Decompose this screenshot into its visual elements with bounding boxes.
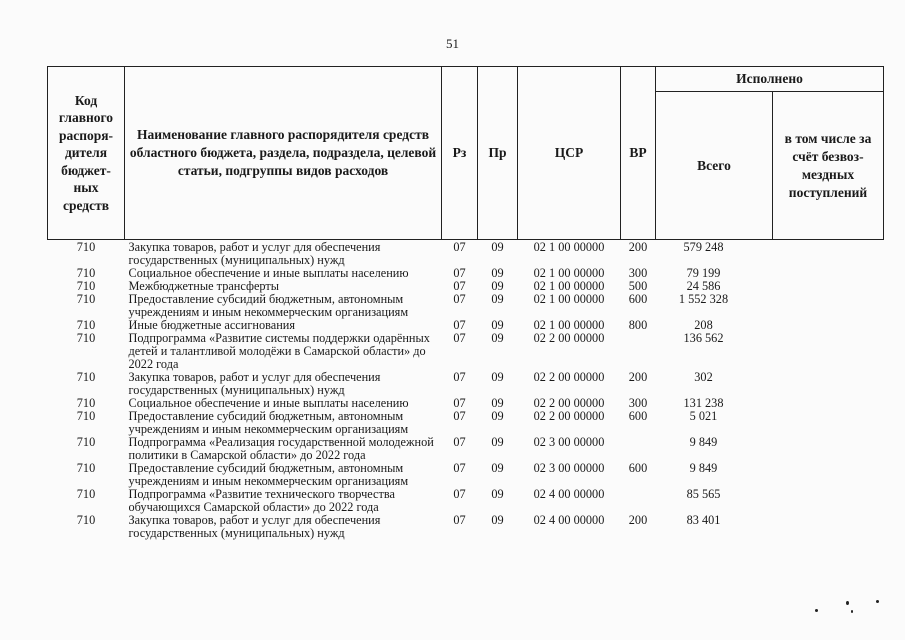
- cell-total: 1 552 328: [678, 292, 729, 306]
- cell-vr: 600: [628, 409, 648, 423]
- cell-csr: 02 3 00 00000: [533, 461, 605, 475]
- table-row: [48, 436, 884, 462]
- table-body: [48, 240, 884, 541]
- cell-code: 710: [76, 266, 96, 280]
- cell-name: Закупка товаров, работ и услуг для обеспечения государственных (муниципальных) нужд: [128, 370, 381, 397]
- cell-rz: 07: [453, 266, 466, 280]
- cell-total: 302: [694, 370, 713, 384]
- cell-name: Предоставление субсидий бюджетным, автономным учреждениям и иным некоммерческим организациям: [128, 409, 409, 436]
- cell-rz: 07: [453, 396, 466, 410]
- cell-name: Закупка товаров, работ и услуг для обеспечения государственных (муниципальных) нужд: [128, 240, 381, 267]
- cell-csr: 02 1 00 00000: [533, 279, 605, 293]
- header-vr: ВР: [621, 67, 656, 240]
- cell-total: 208: [694, 318, 713, 332]
- cell-code: 710: [76, 370, 96, 384]
- cell-gratuitous: [773, 371, 884, 397]
- cell-total: 85 565: [686, 487, 721, 501]
- scan-speck: [851, 610, 853, 613]
- table-row: [48, 240, 884, 268]
- cell-vr: 300: [628, 396, 648, 410]
- header-csr: ЦСР: [518, 67, 621, 240]
- cell-code: 710: [76, 240, 96, 254]
- cell-pr: 09: [491, 279, 504, 293]
- cell-rz: 07: [453, 435, 466, 449]
- cell-total: 9 849: [689, 461, 718, 475]
- cell-vr: 600: [628, 292, 648, 306]
- table-row: [48, 332, 884, 371]
- cell-vr: 200: [628, 370, 648, 384]
- cell-total: 24 586: [686, 279, 721, 293]
- cell-rz: 07: [453, 461, 466, 475]
- cell-pr: 09: [491, 240, 504, 254]
- cell-name: Социальное обеспечение и иные выплаты населению: [128, 396, 409, 410]
- cell-total: 83 401: [686, 513, 721, 527]
- cell-gratuitous: [773, 280, 884, 293]
- cell-code: 710: [76, 513, 96, 527]
- cell-pr: 09: [491, 370, 504, 384]
- cell-gratuitous: [773, 514, 884, 540]
- cell-code: 710: [76, 279, 96, 293]
- cell-total: 9 849: [689, 435, 718, 449]
- cell-gratuitous: [773, 293, 884, 319]
- cell-pr: 09: [491, 513, 504, 527]
- cell-gratuitous: [773, 397, 884, 410]
- table-header: [48, 67, 884, 240]
- cell-rz: 07: [453, 409, 466, 423]
- table-row: [48, 488, 884, 514]
- cell-csr: 02 3 00 00000: [533, 435, 605, 449]
- cell-name: Подпрограмма «Реализация государственной молодежной политики в Самарской области» до 2022 года: [128, 435, 434, 462]
- cell-total: 79 199: [686, 266, 721, 280]
- header-executed: Исполнено: [656, 67, 884, 92]
- header-pr: Пр: [478, 67, 518, 240]
- scan-speck: [846, 601, 849, 605]
- table-row: [48, 462, 884, 488]
- page-number: 51: [446, 36, 459, 51]
- cell-csr: 02 4 00 00000: [533, 513, 605, 527]
- cell-pr: 09: [491, 435, 504, 449]
- cell-vr: 800: [628, 318, 648, 332]
- cell-code: 710: [76, 409, 96, 423]
- cell-name: Социальное обеспечение и иные выплаты населению: [128, 266, 409, 280]
- cell-vr: [621, 436, 656, 462]
- cell-rz: 07: [453, 240, 466, 254]
- cell-rz: 07: [453, 487, 466, 501]
- cell-csr: 02 2 00 00000: [533, 396, 605, 410]
- cell-rz: 07: [453, 513, 466, 527]
- cell-gratuitous: [773, 462, 884, 488]
- cell-csr: 02 4 00 00000: [533, 487, 605, 501]
- cell-name: Предоставление субсидий бюджетным, автономным учреждениям и иным некоммерческим организациям: [128, 292, 409, 319]
- cell-csr: 02 2 00 00000: [533, 409, 605, 423]
- budget-table: [47, 66, 884, 540]
- cell-rz: 07: [453, 279, 466, 293]
- cell-vr: 200: [628, 240, 648, 254]
- cell-csr: 02 1 00 00000: [533, 318, 605, 332]
- cell-pr: 09: [491, 318, 504, 332]
- cell-gratuitous: [773, 488, 884, 514]
- cell-name: Закупка товаров, работ и услуг для обеспечения государственных (муниципальных) нужд: [128, 513, 381, 540]
- cell-code: 710: [76, 331, 96, 345]
- table-row: [48, 514, 884, 540]
- cell-csr: 02 1 00 00000: [533, 266, 605, 280]
- cell-pr: 09: [491, 409, 504, 423]
- table-row: [48, 293, 884, 319]
- cell-gratuitous: [773, 267, 884, 280]
- header-rz: Рз: [442, 67, 478, 240]
- cell-pr: 09: [491, 461, 504, 475]
- cell-gratuitous: [773, 240, 884, 268]
- cell-gratuitous: [773, 436, 884, 462]
- cell-vr: 600: [628, 461, 648, 475]
- cell-pr: 09: [491, 487, 504, 501]
- cell-code: 710: [76, 435, 96, 449]
- cell-vr: 300: [628, 266, 648, 280]
- cell-rz: 07: [453, 318, 466, 332]
- cell-pr: 09: [491, 292, 504, 306]
- table-row: [48, 371, 884, 397]
- cell-csr: 02 2 00 00000: [533, 370, 605, 384]
- cell-code: 710: [76, 318, 96, 332]
- scan-speck: [815, 609, 818, 612]
- cell-rz: 07: [453, 292, 466, 306]
- cell-code: 710: [76, 396, 96, 410]
- cell-vr: 200: [628, 513, 648, 527]
- cell-csr: 02 2 00 00000: [533, 331, 605, 345]
- cell-vr: [621, 332, 656, 371]
- table-row: [48, 410, 884, 436]
- cell-pr: 09: [491, 266, 504, 280]
- cell-csr: 02 1 00 00000: [533, 292, 605, 306]
- cell-name: Иные бюджетные ассигнования: [128, 318, 296, 332]
- cell-code: 710: [76, 292, 96, 306]
- cell-gratuitous: [773, 332, 884, 371]
- cell-pr: 09: [491, 331, 504, 345]
- cell-vr: [621, 488, 656, 514]
- cell-csr: 02 1 00 00000: [533, 240, 605, 254]
- cell-total: 136 562: [683, 331, 724, 345]
- cell-vr: 500: [628, 279, 648, 293]
- cell-code: 710: [76, 461, 96, 475]
- header-gratuitous: в том числе за счёт безвоз-мездных поступлений: [773, 92, 884, 240]
- cell-total: 579 248: [683, 240, 724, 254]
- cell-name: Предоставление субсидий бюджетным, автономным учреждениям и иным некоммерческим организациям: [128, 461, 409, 488]
- header-code: Код главного распоря-дителя бюджет-ных средств: [48, 67, 125, 240]
- cell-name: Подпрограмма «Развитие технического творчества обучающихся Самарской области» до 2022 года: [128, 487, 395, 514]
- scan-speck: [876, 600, 879, 603]
- cell-pr: 09: [491, 396, 504, 410]
- cell-gratuitous: [773, 410, 884, 436]
- cell-name: Подпрограмма «Развитие системы поддержки одарённых детей и талантливой молодёжи в Самарской области» до 2022 года: [128, 331, 430, 371]
- cell-rz: 07: [453, 370, 466, 384]
- cell-rz: 07: [453, 331, 466, 345]
- cell-total: 131 238: [683, 396, 724, 410]
- cell-gratuitous: [773, 319, 884, 332]
- header-total: Всего: [656, 92, 773, 240]
- cell-total: 5 021: [689, 409, 718, 423]
- cell-code: 710: [76, 487, 96, 501]
- header-name: Наименование главного распорядителя средств областного бюджета, раздела, подраздела, целевой статьи, подгруппы видов расходов: [125, 67, 442, 240]
- cell-name: Межбюджетные трансферты: [128, 279, 280, 293]
